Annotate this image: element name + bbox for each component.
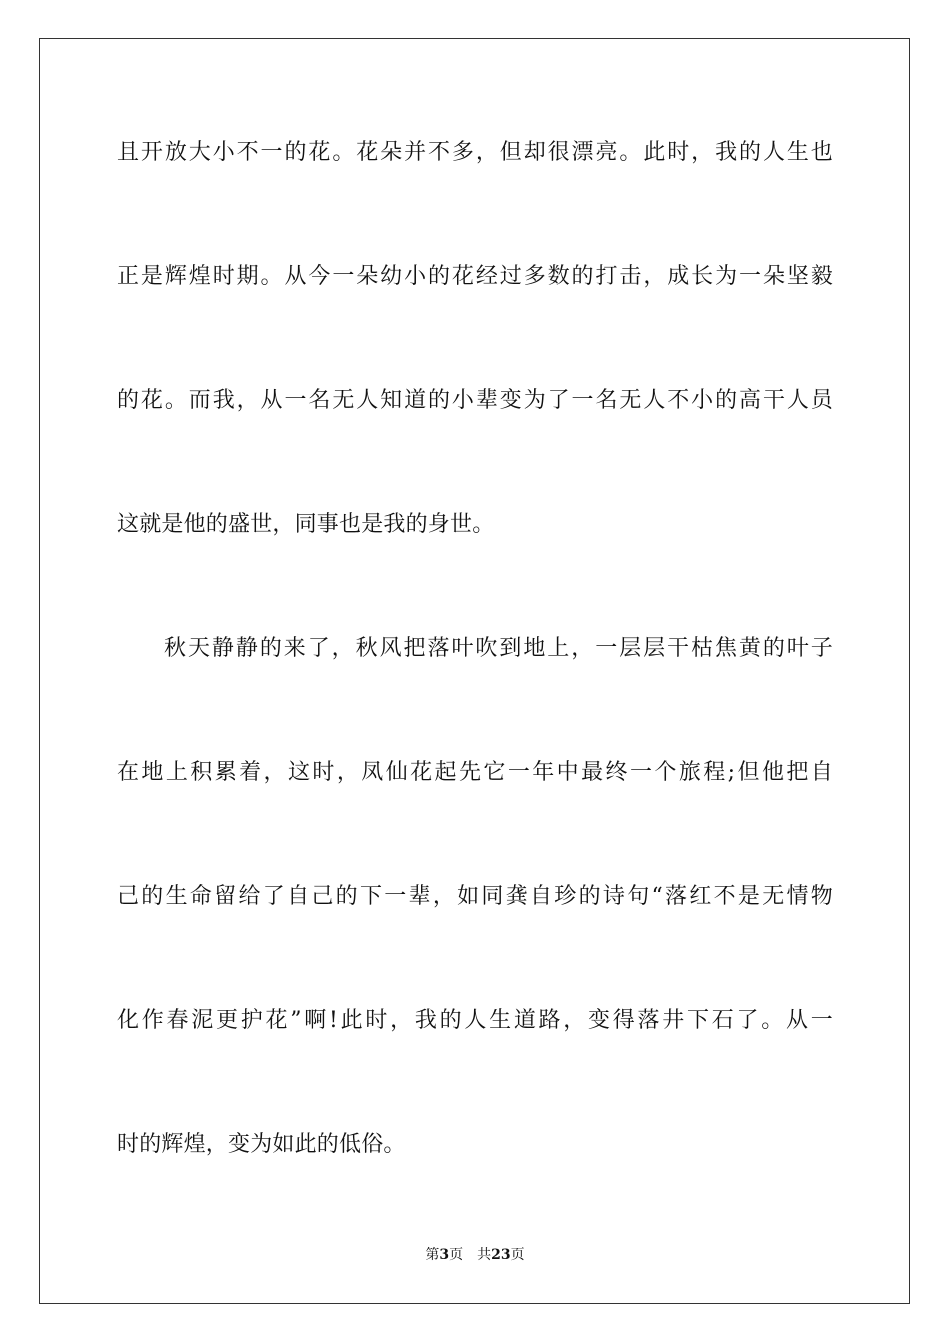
- page-border: [39, 38, 910, 1304]
- text-line-2: 正是辉煌时期。从今一朵幼小的花经过多数的打击，成长为一朵坚毅: [117, 264, 833, 289]
- footer-page-number: 3: [439, 1247, 450, 1263]
- footer-total-pages: 23: [491, 1247, 511, 1263]
- text-line-7: 己的生命留给了自己的下一辈，如同龚自珍的诗句“落红不是无情物: [117, 884, 833, 909]
- footer-page-prefix: 第: [425, 1247, 440, 1263]
- footer-page-suffix: 页: [449, 1247, 464, 1263]
- footer-total-prefix: 共: [477, 1247, 492, 1263]
- text-line-3: 的花。而我，从一名无人知道的小辈变为了一名无人不小的高干人员: [117, 388, 833, 413]
- footer-total-suffix: 页: [510, 1247, 525, 1263]
- text-line-6: 在地上积累着，这时，凤仙花起先它一年中最终一个旅程;但他把自: [117, 760, 833, 785]
- text-line-9: 时的辉煌，变为如此的低俗。: [117, 1132, 406, 1157]
- text-line-8: 化作春泥更护花”啊!此时，我的人生道路，变得落井下石了。从一: [117, 1008, 833, 1033]
- text-line-4: 这就是他的盛世，同事也是我的身世。: [117, 512, 495, 537]
- page-footer: [0, 1245, 950, 1265]
- text-line-5-paragraph-start: 秋天静静的来了，秋风把落叶吹到地上，一层层干枯焦黄的叶子: [164, 636, 833, 661]
- text-line-1: 且开放大小不一的花。花朵并不多，但却很漂亮。此时，我的人生也: [117, 140, 833, 165]
